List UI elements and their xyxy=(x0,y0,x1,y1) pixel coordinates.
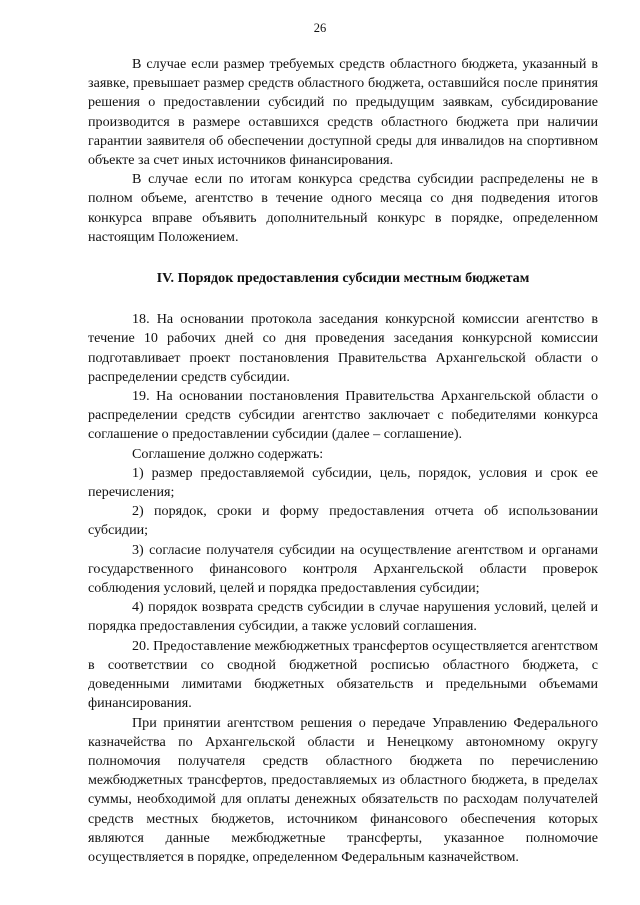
section-heading: IV. Порядок предоставления субсидии местным бюджетам xyxy=(156,270,530,287)
list-item-4: 4) порядок возврата средств субсидии в случае нарушения условий, целей и порядка предоставления субсидии, а также условий соглашения. xyxy=(88,599,598,635)
paragraph-additional-contest: В случае если по итогам конкурса средства субсидии распределены не в полном объеме, агентство в течение одного месяца со дня подведения итогов конкурса вправе объявить дополнительный конкурс в порядке, определенном настоящим Положением. xyxy=(88,171,598,245)
paragraph-19: 19. На основании постановления Правительства Архангельской области о распределении средств субсидии агентство заключает с победителями конкурса соглашение о предоставлении субсидии (далее – соглашение). xyxy=(88,388,598,443)
page-number: 26 xyxy=(313,21,327,35)
paragraph-agreement-intro: Соглашение должно содержать: xyxy=(132,445,324,462)
paragraph-treasury-powers: При принятии агентством решения о передаче Управлению Федерального казначейства по Архангельской области и Ненецкому автономному округу полномочия получателя средств областного бюджета по перечислению межбюджетных трансфертов, предоставляемых из областного бюджета, в пределах суммы, необходимой для оплаты денежных обязательств по расходам получателей средств местных бюджетов, источником финансового обеспечения которых являются данные межбюджетные трансферты, указанное полномочие осуществляется в порядке, определенном Федеральным казначейством. xyxy=(88,714,598,865)
paragraph-18: 18. На основании протокола заседания конкурсной комиссии агентство в течение 10 рабочих дней со дня проведения заседания конкурсной комиссии подготавливает проект постановления Правительства Архангельской области о распределении средств субсидии. xyxy=(88,311,598,385)
list-item-2: 2) порядок, сроки и форму предоставления отчета об использовании субсидии; xyxy=(88,503,598,539)
paragraph-budget-excess: В случае если размер требуемых средств областного бюджета, указанный в заявке, превышает размер средств областного бюджета, оставшийся после принятия решения о предоставлении субсидий по предыдущим заявкам, субсидирование производится в размере оставшихся средств областного бюджета при наличии гарантии заявителя об обеспечении доступной среды для инвалидов на спортивном объекте за счет иных источников финансирования. xyxy=(88,56,598,169)
paragraph-20: 20. Предоставление межбюджетных трансфертов осуществляется агентством в соответствии со сводной бюджетной росписью областного бюджета, с доведенными лимитами бюджетных обязательств и предельными объемами финансирования. xyxy=(88,637,598,712)
document-body xyxy=(88,55,598,867)
list-item-3: 3) согласие получателя субсидии на осуществление агентством и органами государственного финансового контроля Архангельской области проверок соблюдения условий, целей и порядка предоставления субсидии; xyxy=(88,541,598,597)
list-item-1: 1) размер предоставляемой субсидии, цель, порядок, условия и срок ее перечисления; xyxy=(88,464,598,501)
